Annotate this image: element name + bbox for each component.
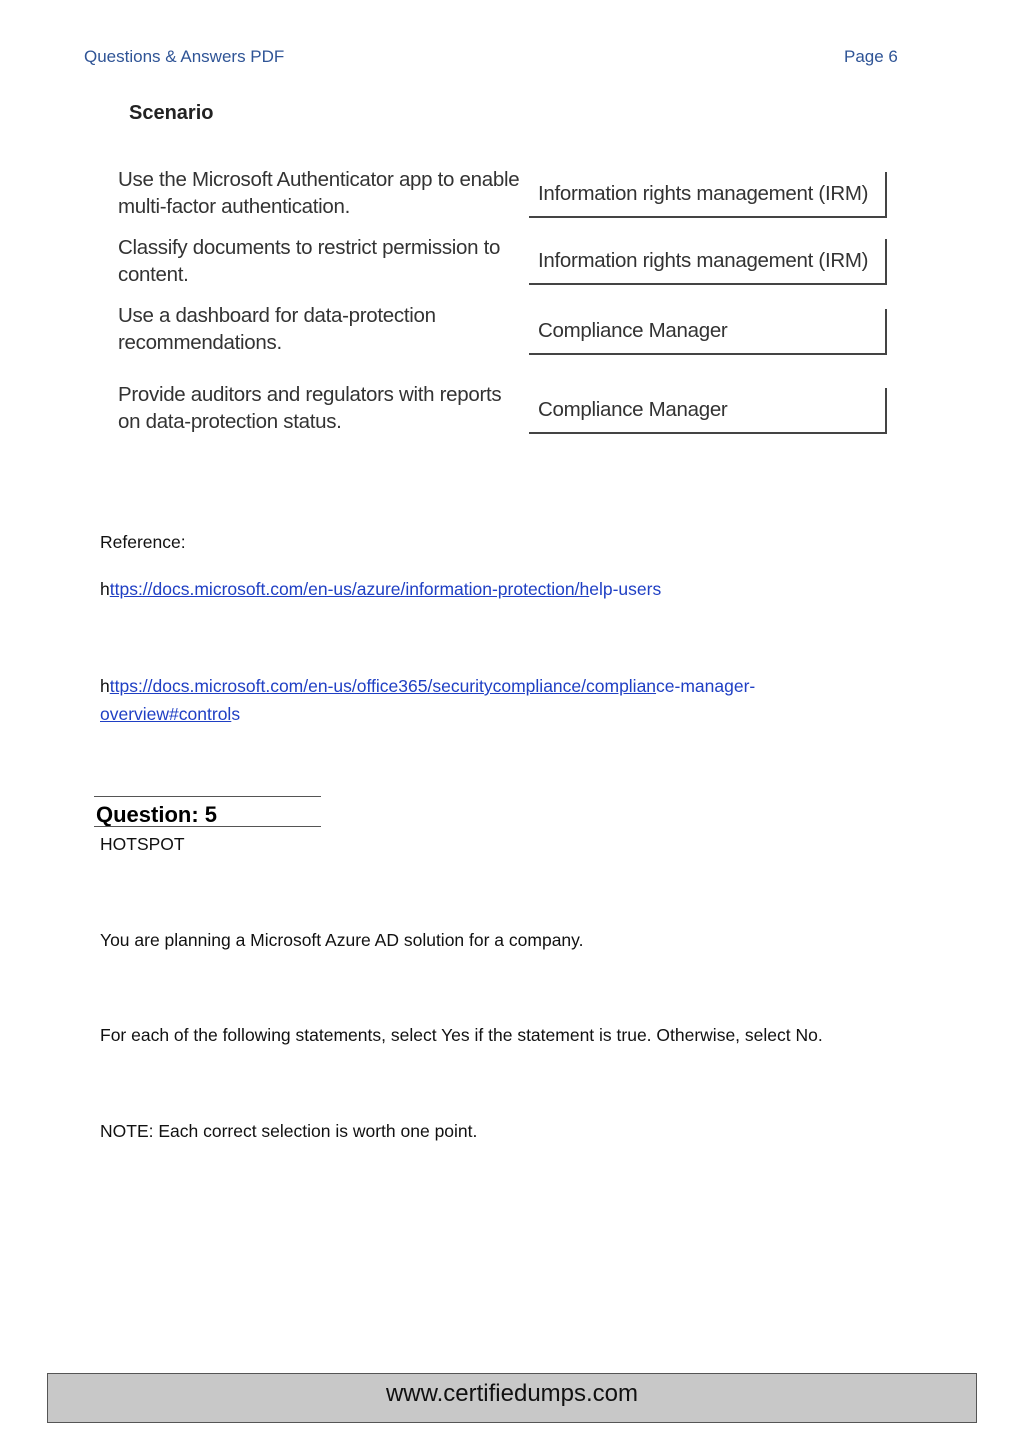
scenario-row-text-line: Use the Microsoft Authenticator app to enable: [118, 168, 520, 191]
link-prefix: h: [100, 676, 110, 696]
reference-link-2[interactable]: [100, 672, 755, 728]
scenario-answer-box: Information rights management (IRM): [529, 172, 887, 218]
scenario-row-text-line: multi-factor authentication.: [118, 195, 351, 218]
page-number: Page 6: [844, 47, 898, 66]
question-paragraph: You are planning a Microsoft Azure AD solution for a company.: [100, 930, 584, 950]
footer-banner: [47, 1373, 977, 1423]
link-suffix: elp-users: [589, 579, 662, 599]
reference-link-1[interactable]: [100, 575, 661, 603]
scenario-row-text-line: on data-protection status.: [118, 410, 342, 433]
scenario-row-text: [118, 302, 528, 356]
question-rule-bottom: [94, 826, 321, 827]
scenario-row-text-line: Provide auditors and regulators with reports: [118, 383, 502, 406]
question-rule-top: [94, 796, 321, 797]
question-type: HOTSPOT: [100, 834, 185, 854]
question-paragraph: For each of the following statements, select Yes if the statement is true. Otherwise, select No.: [100, 1025, 823, 1045]
scenario-answer-box: Compliance Manager: [529, 309, 887, 355]
scenario-row-text-line: recommendations.: [118, 331, 282, 354]
scenario-answer-box: Information rights management (IRM): [529, 239, 887, 285]
scenario-row-text: [118, 234, 528, 288]
link-suffix: s: [231, 704, 241, 724]
link-url[interactable]: overview#control: [100, 704, 232, 724]
header-title: Questions & Answers PDF: [84, 47, 285, 66]
scenario-row-text-line: content.: [118, 263, 189, 286]
scenario-row-text-line: Classify documents to restrict permission to: [118, 236, 501, 259]
scenario-title: Scenario: [129, 102, 214, 124]
link-suffix: ce-manager-: [656, 676, 756, 696]
link-prefix: h: [100, 579, 110, 599]
scenario-row-text: [118, 381, 528, 435]
scenario-answer-box: Compliance Manager: [529, 388, 887, 434]
question-title: Question: 5: [96, 802, 218, 827]
link-url[interactable]: ttps://docs.microsoft.com/en-us/azure/information-protection/h: [109, 579, 590, 599]
footer-url[interactable]: www.certifiedumps.com: [385, 1380, 639, 1407]
reference-label: Reference:: [100, 532, 186, 552]
link-url[interactable]: ttps://docs.microsoft.com/en-us/office365/securitycompliance/complian: [109, 676, 657, 696]
question-note: NOTE: Each correct selection is worth one point.: [100, 1121, 478, 1141]
scenario-row-text: [118, 166, 528, 220]
scenario-row-text-line: Use a dashboard for data-protection: [118, 304, 436, 327]
